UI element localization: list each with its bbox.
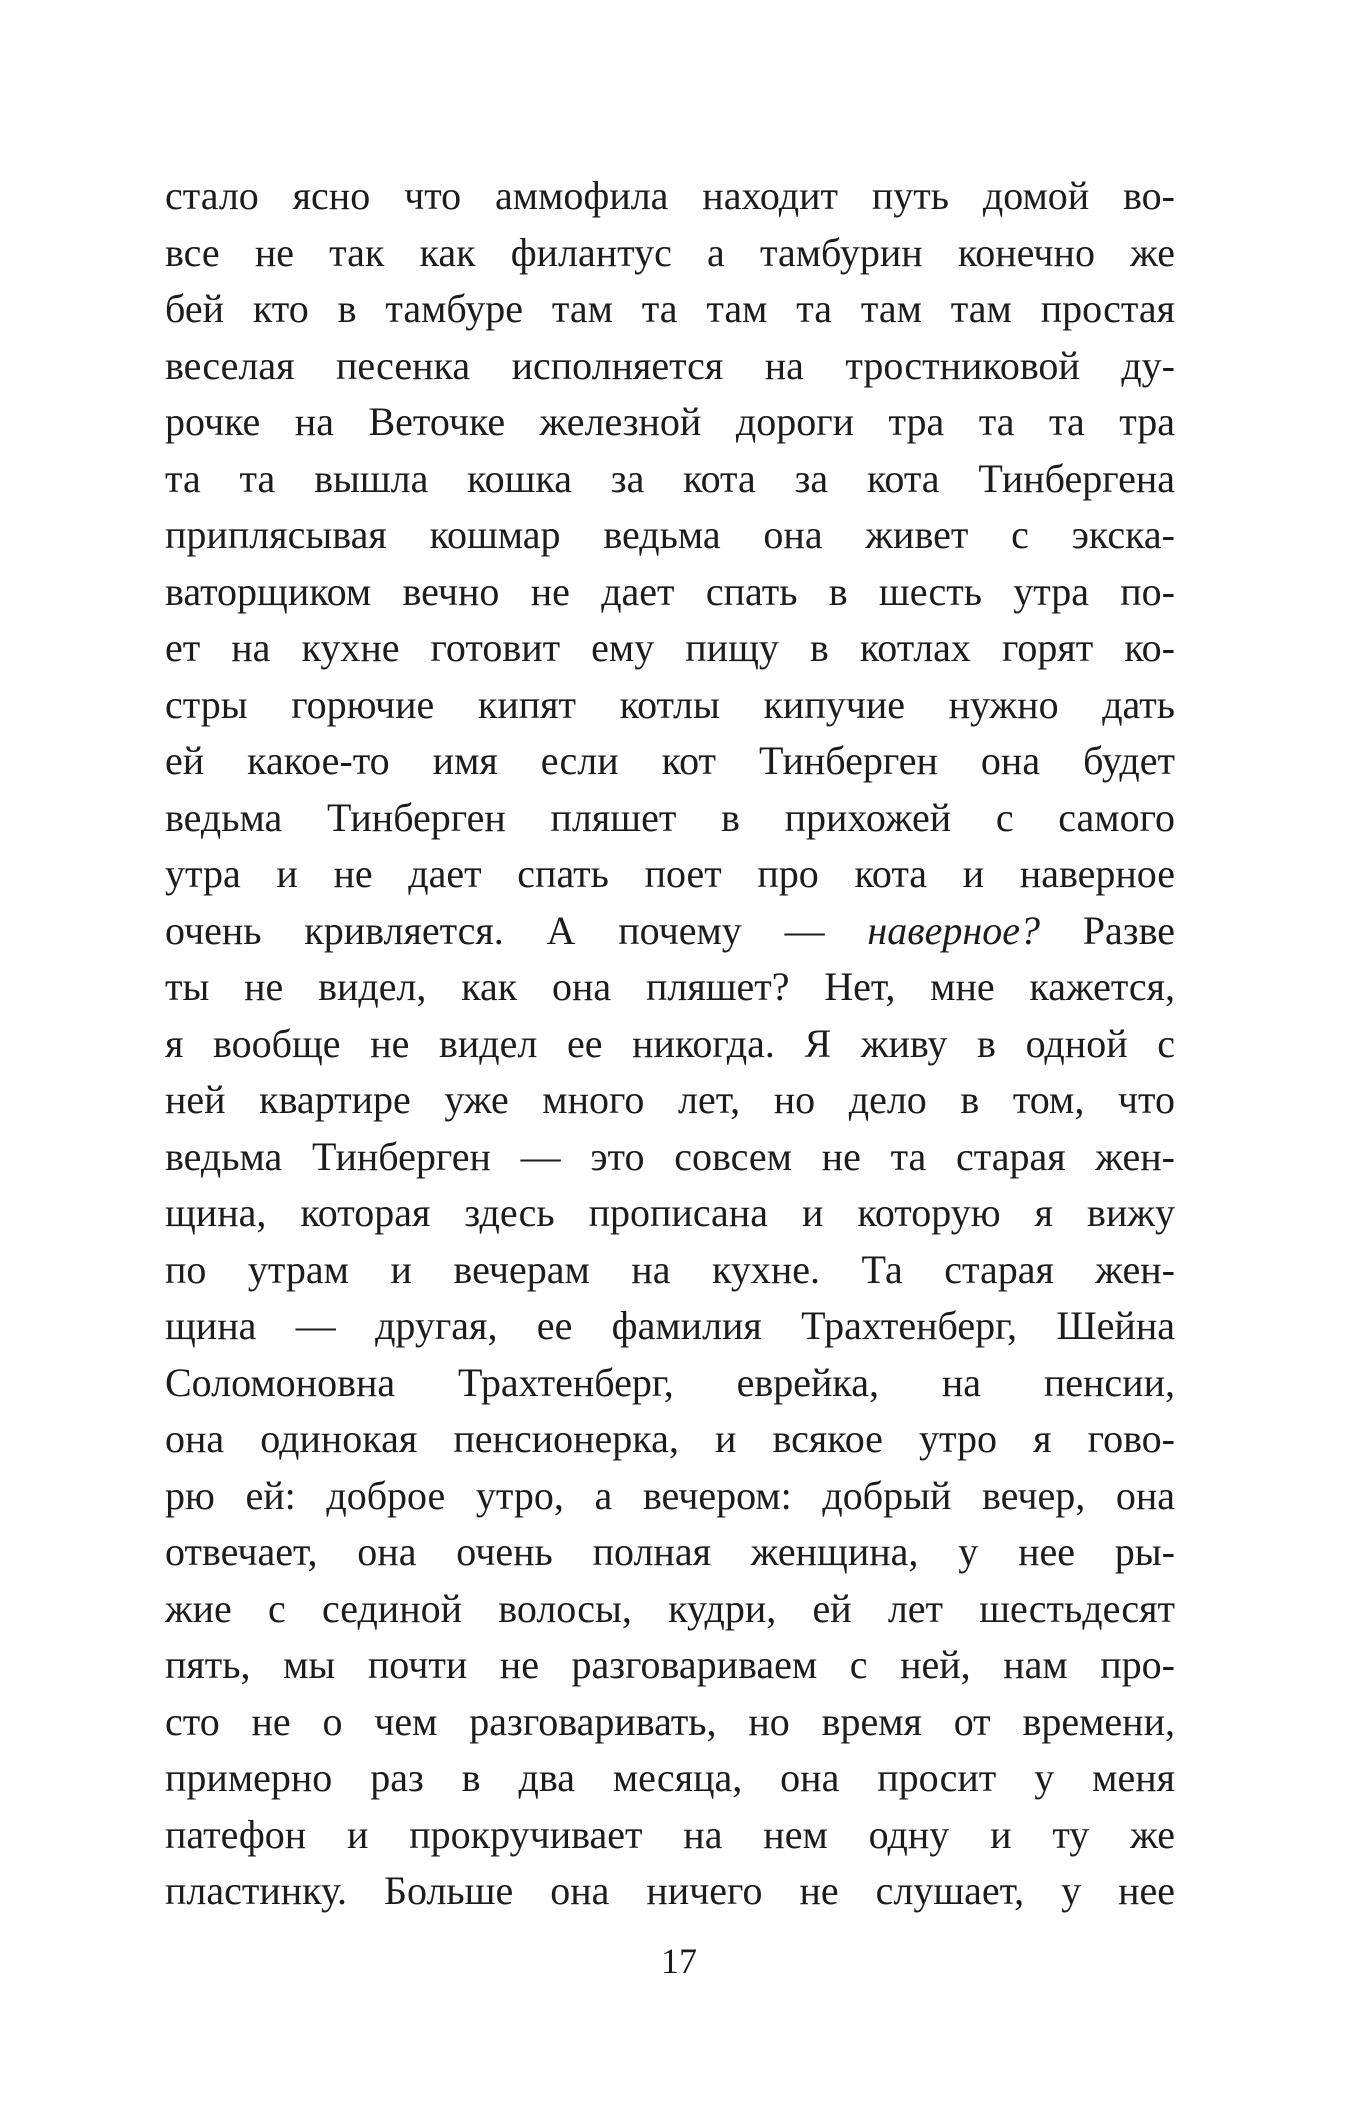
text-line: ваторщиком вечно не дает спать в шесть утра по- [165, 568, 1175, 614]
text-line: отвечает, она очень полная женщина, у нее ры- [165, 1529, 1175, 1574]
text-line: ведьма Тинберген — это совсем не та старая жен- [165, 1133, 1175, 1179]
text-line: бей кто в тамбуре там та там та там там простая [165, 286, 1175, 331]
text-line: я вообще не видел ее никогда. Я живу в одной с [165, 1020, 1175, 1066]
text-segment: Разве [1082, 907, 1175, 953]
text-line-mixed [165, 903, 1175, 960]
text-line: рочке на Веточке железной дороги тра та та тра [165, 399, 1175, 444]
text-segment: очень кривляется. А почему — [165, 907, 825, 953]
text-line: приплясывая кошмар ведьма она живет с экска- [165, 512, 1175, 557]
text-line: все не так как филантус а тамбурин конечно же [165, 229, 1175, 275]
text-line: ней квартире уже много лет, но дело в том, что [165, 1077, 1175, 1122]
text-line: щина, которая здесь прописана и которую я вижу [165, 1190, 1175, 1235]
text-line: она одинокая пенсионерка, и всякое утро я гово- [165, 1416, 1175, 1461]
text-line: ей какое-то имя если кот Тинберген она будет [165, 738, 1175, 783]
page-number: 17 [661, 1941, 697, 1981]
italic-text-segment: наверное? [867, 907, 1040, 953]
text-line: патефон и прокручивает на нем одну и ту же [165, 1811, 1175, 1857]
text-line: пластинку. Больше она ничего не слушает, у нее [165, 1868, 1175, 1913]
text-line: по утрам и вечерам на кухне. Та старая жен- [165, 1246, 1175, 1292]
text-line: стры горючие кипят котлы кипучие нужно дать [165, 681, 1175, 727]
text-line: пять, мы почти не разговариваем с ней, нам про- [165, 1642, 1175, 1687]
text-line: веселая песенка исполняется на тростниковой ду- [165, 342, 1175, 388]
text-line: щина — другая, ее фамилия Трахтенберг, Шейна [165, 1303, 1175, 1348]
text-line: ет на кухне готовит ему пищу в котлах горят ко- [165, 625, 1175, 670]
text-line: та та вышла кошка за кота за кота Тинбергена [165, 455, 1175, 501]
text-line: стало ясно что аммофила находит путь домой во- [165, 173, 1175, 218]
text-line: утра и не дает спать поет про кота и наверное [165, 851, 1175, 896]
page-body-text [165, 168, 1175, 1920]
text-line: ты не видел, как она пляшет? Нет, мне кажется, [165, 964, 1175, 1009]
text-line: ведьма Тинберген пляшет в прихожей с самого [165, 794, 1175, 840]
text-line: рю ей: доброе утро, а вечером: добрый вечер, она [165, 1472, 1175, 1518]
text-line: примерно раз в два месяца, она просит у меня [165, 1755, 1175, 1800]
text-line: жие с сединой волосы, кудри, ей лет шестьдесят [165, 1585, 1175, 1631]
text-line: Соломоновна Трахтенберг, еврейка, на пенсии, [165, 1359, 1175, 1405]
text-line: сто не о чем разговаривать, но время от времени, [165, 1698, 1175, 1744]
